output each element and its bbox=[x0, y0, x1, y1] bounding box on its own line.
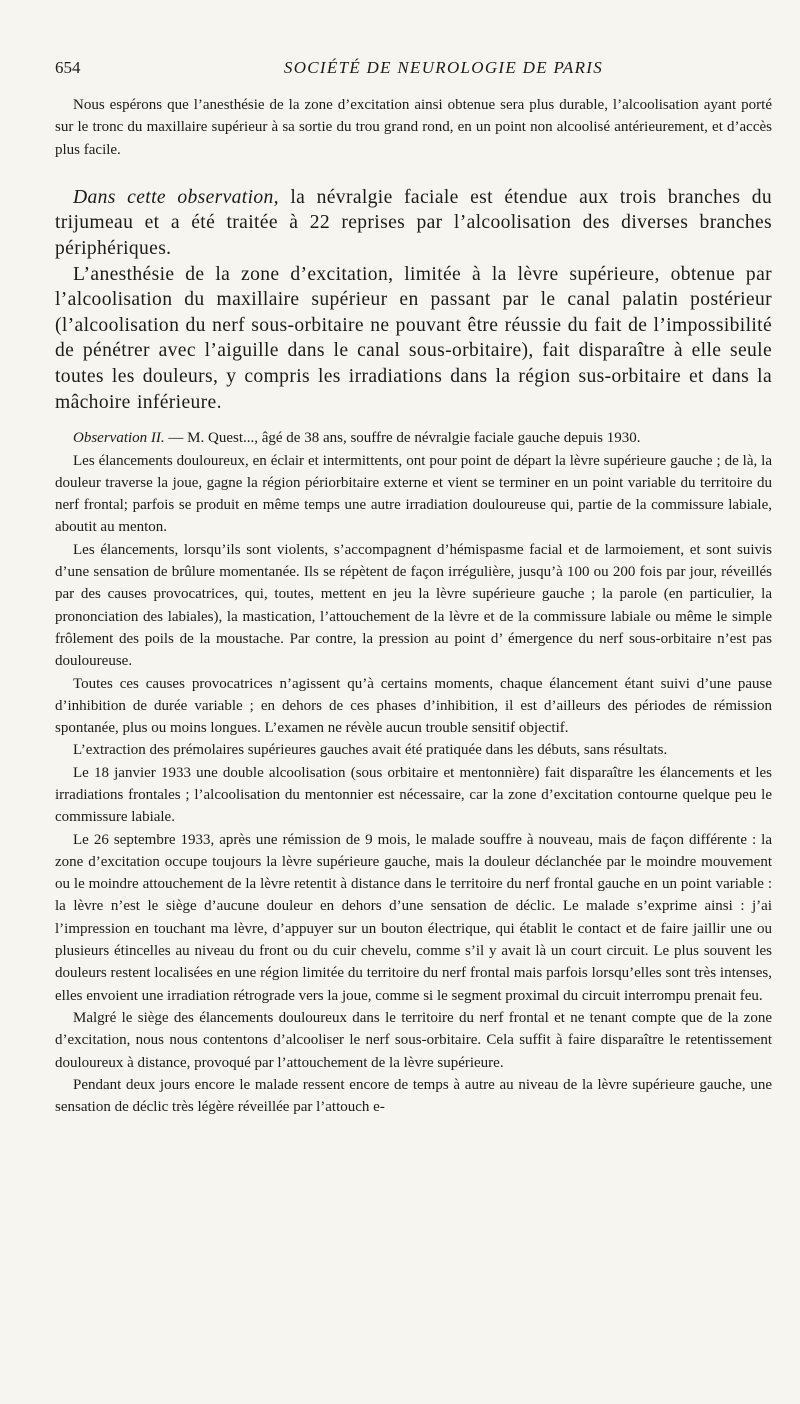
paragraph-summary-1 bbox=[55, 185, 772, 262]
paragraph-5: Les élancements douloureux, en éclair et intermittents, ont pour point de départ la lèvre supérieure gauche ; de là, la douleur traverse la joue, gagne la région périorbitaire externe et vient se terminer en un point variable du territoire du nerf frontal; parfois se produit en même temps une autre irradiation douloureuse qui, partie de la commissure labiale, aboutit au menton. bbox=[55, 452, 772, 536]
observation-intro: — M. Quest..., âgé de 38 ans, souffre de névralgie faciale gauche depuis 1930. bbox=[164, 430, 641, 447]
paragraph-10: Le 26 septembre 1933, après une rémission de 9 mois, le malade souffre à nouveau, mais de façon différente : la zone d’excitation occupe toujours la lèvre supérieure gauche, mais la douleur déclanchée par le moindre mouvement ou le moindre attouchement de la lèvre retentit à distance dans le territoire du nerf frontal gauche en un point variable : la lèvre n’est le siège d’aucune douleur en dehors d’une sensation de déclic. Le malade s’exprime ainsi : j’ai l’impression en touchant ma lèvre, d’appuyer sur un bouton électrique, qui établit le contact et de faire jaillir une ou plusieurs étincelles au niveau du front ou du cuir chevelu, comme s’il y avait là un court circuit. Le plus souvent les douleurs restent localisées en une région limitée du territoire du nerf frontal mais parfois lorsqu’elles sont très intenses, elles envoient une irradiation rétrograde vers la joue, comme si le segment proximal du circuit interrompu prenait feu. bbox=[55, 831, 772, 1004]
paragraph-9: Le 18 janvier 1933 une double alcoolisation (sous orbitaire et mentonnière) fait disparaître les élancements et les irradiations frontales ; l’alcoolisation du mentonnier est nécessaire, car la zone d’excitation contourne quelque peu le commissure labiale. bbox=[55, 764, 772, 826]
summary-lead-italic: Dans cette observation, bbox=[73, 186, 279, 208]
paragraph-11: Malgré le siège des élancements douloureux dans le territoire du nerf frontal et ne tenant compte que de la zone d’excitation, nous nous contentons d’alcooliser le nerf sous-orbitaire. Cela suffit à faire disparaître le retentissement douloureux à distance, provoqué par l’attouchement de la lèvre supérieure. bbox=[55, 1009, 772, 1071]
paragraph-6: Les élancements, lorsqu’ils sont violents, s’accompagnent d’hémispasme facial et de larmoiement, et sont suivis d’une sensation de brûlure momentanée. Ils se répètent de façon irrégulière, jusqu’à 100 ou 200 fois par jour, réveillés par des causes provocatrices, qui, toutes, mettent en jeu la lèvre supérieure gauche ; la parole (en particulier, la prononciation des labiales), la mastication, l’attouchement de la lèvre et de la commissure labiale ou même le simple frôlement des poils de la moustache. Par contre, la pression au point d’ émergence du nerf sous-orbitaire n’est pas douloureuse. bbox=[55, 541, 772, 670]
paragraph-intro: Nous espérons que l’anesthésie de la zone d’excitation ainsi obtenue sera plus durable, l’alcoolisation ayant porté sur le tronc du maxillaire supérieur à sa sortie du trou grand rond, en un point non alcoolisé antérieurement, et d’accès plus facile. bbox=[55, 97, 772, 158]
paragraph-summary-2: L’anesthésie de la zone d’excitation, limitée à la lèvre supérieure, obtenue par l’alcoolisation du maxillaire supérieur en passant par le canal palatin postérieur (l’alcoolisation du nerf sous-orbitaire ne pouvant être réussie du fait de l’impossibilité de pénétrer avec l’aiguille dans le canal sous-orbitaire), fait disparaître à elle seule toutes les douleurs, y compris les irradiations dans la région sus-orbitaire et dans la mâchoire inférieure. bbox=[55, 263, 772, 413]
paragraph-7: Toutes ces causes provocatrices n’agissent qu’à certains moments, chaque élancement étant suivi d’une pause d’inhibition de durée variable ; en dehors de ces phases d’inhibition, il est d’ailleurs des périodes de rémission spontanée, plus ou moins longues. L’examen ne révèle aucun trouble sensitif objectif. bbox=[55, 675, 772, 737]
observation-title: Observation II. bbox=[73, 430, 165, 447]
running-title: SOCIÉTÉ DE NEUROLOGIE DE PARIS bbox=[283, 58, 604, 77]
summary-rest: la névralgie faciale est étendue aux trois branches du trijumeau et a été traitée à 22 reprises par l’alcoolisation des diverses branches périphériques. bbox=[55, 186, 773, 260]
paragraph-12: Pendant deux jours encore le malade ressent encore de temps à autre au niveau de la lèvre supérieure gauche, une sensation de déclic très légère réveillée par l’attouch e- bbox=[55, 1076, 772, 1116]
paragraph-8: L’extraction des prémolaires supérieures gauches avait été pratiquée dans les débuts, sans résultats. bbox=[73, 742, 668, 759]
page-body bbox=[55, 94, 772, 1118]
observation-heading bbox=[55, 427, 772, 449]
page-header bbox=[55, 58, 772, 80]
page-number: 654 bbox=[55, 58, 81, 77]
